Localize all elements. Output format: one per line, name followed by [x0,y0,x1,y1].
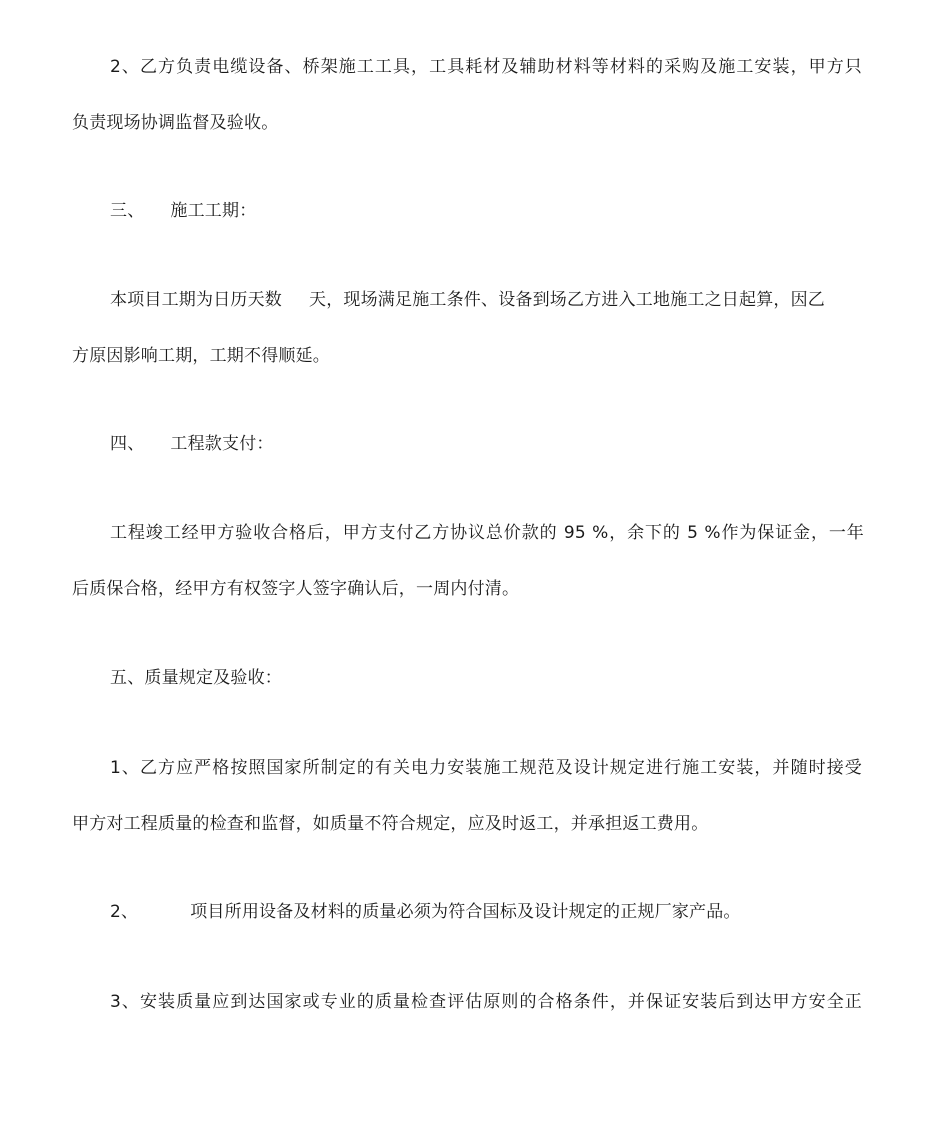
section-number: 四、 [110,434,145,454]
list-item [110,900,741,924]
section-heading-4 [110,432,274,456]
section-number: 三、 [110,201,145,221]
text-segment: 天，现场满足施工条件、设备到场乙方进入工地施工之日起算，因乙 [309,290,825,310]
list-text: 项目所用设备及材料的质量必须为符合国标及设计规定的正规厂家产品。 [190,902,741,922]
paragraph-line: 后质保合格，经甲方有权签字人签字确认后，一周内付清。 [72,579,520,599]
paragraph-line: 1、乙方应严格按照国家所制定的有关电力安装施工规范及设计规定进行施工安装，并随时接受 [110,758,862,778]
paragraph-line: 甲方对工程质量的检查和监督，如质量不符合规定，应及时返工，并承担返工费用。 [72,814,709,834]
paragraph-line: 工程竣工经甲方验收合格后，甲方支付乙方协议总价款的 95 %，余下的 5 %作为保证金，一年 [110,523,864,543]
text-segment: 本项目工期为日历天数 [110,290,282,310]
list-number: 2、 [110,902,139,922]
section-heading-3 [110,199,256,223]
paragraph-line [110,288,825,312]
section-title: 施工工期： [170,201,257,221]
paragraph-line: 负责现场协调监督及验收。 [72,113,279,133]
paragraph-line: 3、安装质量应到达国家或专业的质量检查评估原则的合格条件，并保证安装后到达甲方安全正 [110,992,862,1012]
section-title: 工程款支付： [170,434,274,454]
paragraph-line: 2、乙方负责电缆设备、桥架施工工具，工具耗材及辅助材料等材料的采购及施工安装，甲方只 [110,57,862,77]
paragraph-line: 方原因影响工期，工期不得顺延。 [72,346,330,366]
section-heading-5: 五、质量规定及验收： [110,668,282,688]
